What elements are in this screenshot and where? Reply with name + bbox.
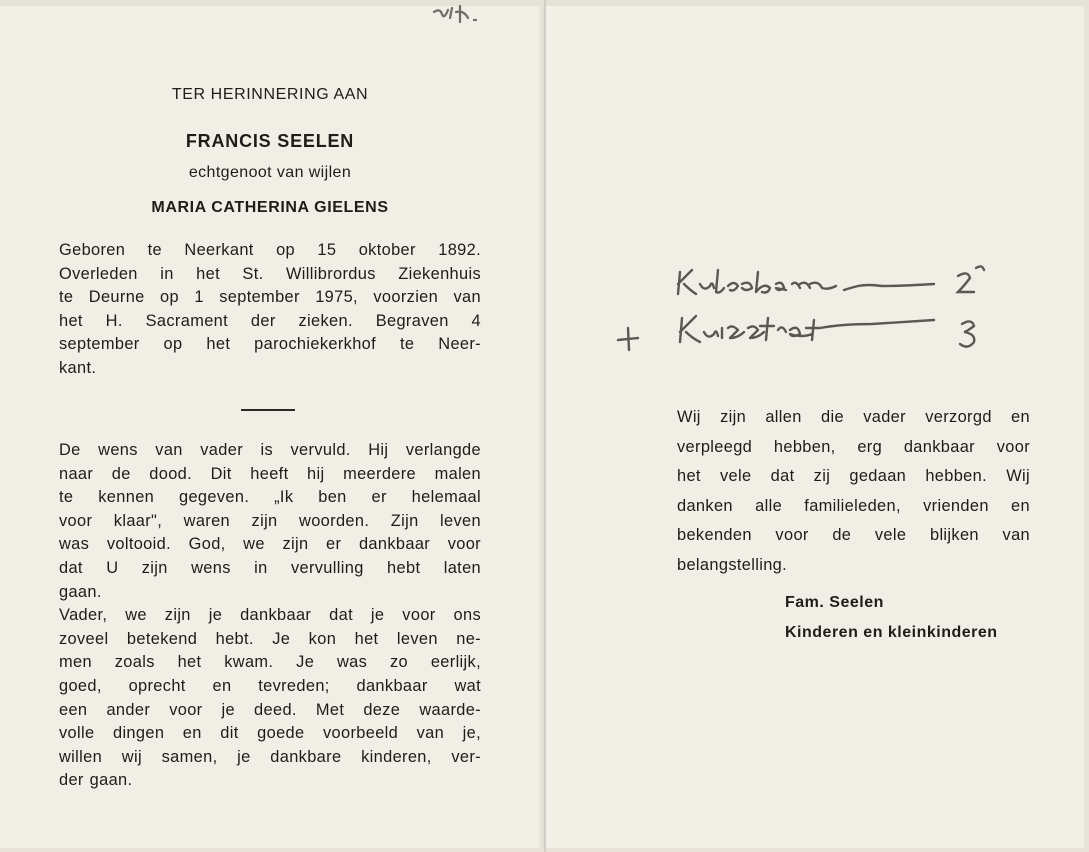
plus-mark-icon xyxy=(614,324,644,354)
section-divider xyxy=(241,409,295,411)
signature-children: Kinderen en kleinkinderen xyxy=(785,624,998,641)
tribute-line: te kennen gegeven. „Ik ben er helemaal xyxy=(59,488,481,507)
tribute-line: De wens van vader is vervuld. Hij verlangde xyxy=(59,441,481,459)
thanks-line: danken alle familieleden, vrienden en xyxy=(677,496,1030,515)
tribute-line: zoveel betekend hebt. Je kon het leven ne- xyxy=(59,629,481,648)
bio-line: Geboren te Neerkant op 15 oktober 1892. xyxy=(59,241,481,259)
thanks-line: bekenden voor de vele blijken van xyxy=(677,526,1030,545)
intro-heading: TER HERINNERING AAN xyxy=(171,86,369,103)
thanks-line: verpleegd hebben, erg dankbaar voor xyxy=(677,437,1030,456)
tribute-line: volle dingen en dit goede voorbeeld van je, xyxy=(59,724,481,743)
tribute-line: voor klaar", waren zijn woorden. Zijn leven xyxy=(59,511,481,530)
bio-line: kant. xyxy=(59,358,97,377)
thanks-line: Wij zijn allen die vader verzorgd en xyxy=(677,408,1030,426)
spouse-name: MARIA CATHERINA GIELENS xyxy=(151,199,389,216)
thanks-line: belangstelling. xyxy=(677,555,788,574)
thanks-paragraph xyxy=(677,403,1030,581)
tribute-line: dat U zijn wens in vervulling hebt laten xyxy=(59,558,481,577)
tribute-line: der gaan. xyxy=(59,771,133,790)
tribute-line: willen wij samen, je dankbare kinderen, ver- xyxy=(59,747,481,766)
paper-edge-right xyxy=(1084,0,1089,852)
center-fold xyxy=(544,0,546,852)
tribute-paragraph xyxy=(59,439,481,793)
tribute-line: een ander voor je deed. Met deze waarde- xyxy=(59,700,481,719)
bio-line: te Deurne op 1 september 1975, voorzien van xyxy=(59,288,481,307)
tribute-line: Vader, we zijn je dankbaar dat je voor ons xyxy=(59,606,481,625)
tribute-line: goed, oprecht en tevreden; dankbaar wat xyxy=(59,676,481,695)
bio-line: Overleden in het St. Willibrordus Ziekenhuis xyxy=(59,264,481,283)
tribute-line: men zoals het kwam. Je was zo eerlijk, xyxy=(59,653,481,672)
signature-family: Fam. Seelen xyxy=(785,594,884,611)
deceased-name: FRANCIS SEELEN xyxy=(185,131,355,151)
handwritten-address xyxy=(672,262,1012,358)
tribute-line: naar de dood. Dit heeft hij meerdere malen xyxy=(59,464,481,483)
handwritten-corner-note xyxy=(430,2,510,32)
tribute-line: was voltooid. God, we zijn er dankbaar voor xyxy=(59,535,481,554)
thanks-line: het vele dat zij gedaan hebben. Wij xyxy=(677,467,1030,486)
bio-line: het H. Sacrament der zieken. Begraven 4 xyxy=(59,311,481,330)
spouse-label: echtgenoot van wijlen xyxy=(188,164,352,181)
bio-line: september op het parochiekerkhof te Neer- xyxy=(59,335,481,354)
biography-paragraph xyxy=(59,239,481,381)
tribute-line: gaan. xyxy=(59,582,102,601)
